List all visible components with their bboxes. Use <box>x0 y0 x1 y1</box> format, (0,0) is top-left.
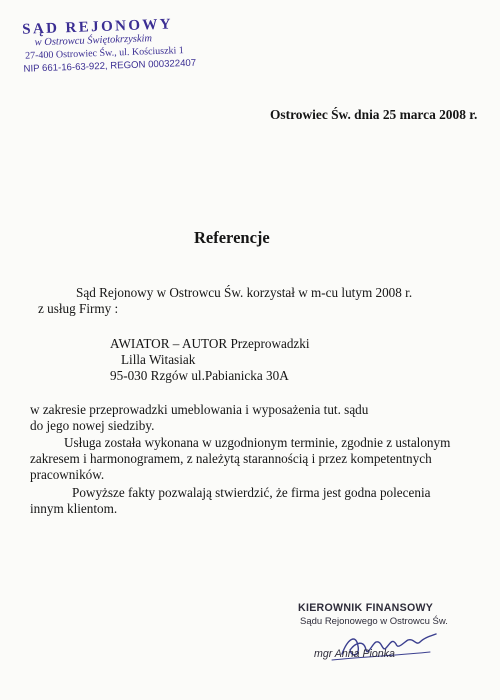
closing-line-1: Powyższe fakty pozwalają stwierdzić, że firma jest godna polecenia <box>72 485 431 500</box>
company-owner: Lilla Witasiak <box>121 352 196 367</box>
service-line-2: zakresem i harmonogramem, z należytą starannością i przez kompetentnych <box>30 451 432 466</box>
service-line-1: Usługa została wykonana w uzgodnionym terminie, zgodnie z ustalonym <box>64 435 451 450</box>
signature-name: mgr Anna Pionka <box>314 648 395 660</box>
intro-line-2: z usług Firmy : <box>38 301 119 316</box>
letter-date: Ostrowiec Św. dnia 25 marca 2008 r. <box>270 107 478 122</box>
court-stamp <box>14 18 202 76</box>
stamp-court-address: 27-400 Ostrowiec Św., ul. Kościuszki 1 <box>24 45 185 62</box>
stamp-court-ids: NIP 661-16-63-922, REGON 000322407 <box>23 57 197 75</box>
signature-subtitle: Sądu Rejonowego w Ostrowcu Św. <box>300 616 448 627</box>
closing-line-2: innym klientom. <box>30 501 118 516</box>
company-address: 95-030 Rzgów ul.Pabianicka 30A <box>110 368 289 383</box>
company-name: AWIATOR – AUTOR Przeprowadzki <box>110 336 310 351</box>
intro-line-1: Sąd Rejonowy w Ostrowcu Św. korzystał w m-cu lutym 2008 r. <box>76 285 413 300</box>
signature-title: KIEROWNIK FINANSOWY <box>298 602 434 614</box>
letter-title: Referencje <box>194 228 270 247</box>
stamp-court-name: SĄD REJONOWY <box>21 16 174 38</box>
signature-block <box>292 600 472 680</box>
scope-line-2: do jego nowej siedziby. <box>30 418 155 433</box>
service-line-3: pracowników. <box>30 467 105 482</box>
stamp-court-location: w Ostrowcu Świętokrzyskim <box>34 33 153 49</box>
scope-line-1: w zakresie przeprowadzki umeblowania i wyposażenia tut. sądu <box>30 402 369 417</box>
